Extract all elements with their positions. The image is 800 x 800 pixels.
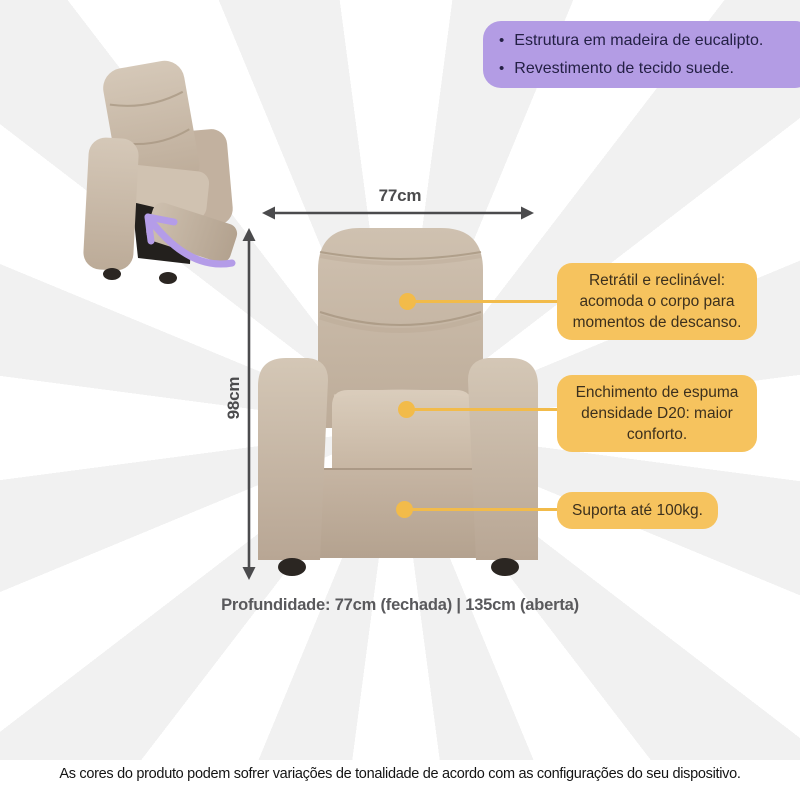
thumb-foot [103,268,121,280]
purple-arrow-icon [130,195,245,277]
feature-item [499,55,800,83]
disclaimer-text: As cores do produto podem sofrer variações de tonalidade de acordo com as configurações do seu dispositivo. [59,766,741,782]
callout-box-foam: Enchimento de espuma densidade D20: maior conforto. [557,375,757,452]
bullet-icon: • [499,31,505,49]
chair-right-arm [468,358,538,560]
feature-item [499,27,800,55]
width-dimension-label: 77cm [378,186,422,205]
chair-foot [278,558,306,576]
feature-text: Estrutura em madeira de eucalipto. [514,31,764,49]
callout-leader-line [407,408,558,411]
bullet-icon: • [499,59,505,77]
features-box [483,21,800,88]
height-dimension-label: 98cm [224,376,243,420]
recliner-front-view [248,218,548,583]
callout-box-recline: Retrátil e reclinável: acomoda o corpo para momentos de descanso. [557,263,757,340]
callout-box-weight: Suporta até 100kg. [557,492,718,529]
feature-text: Revestimento de tecido suede. [514,59,734,77]
chair-left-arm [258,358,328,560]
chair-foot [491,558,519,576]
callout-leader-line [408,300,558,303]
callout-leader-line [405,508,558,511]
depth-dimension-label: Profundidade: 77cm (fechada) | 135cm (aberta) [221,596,579,614]
